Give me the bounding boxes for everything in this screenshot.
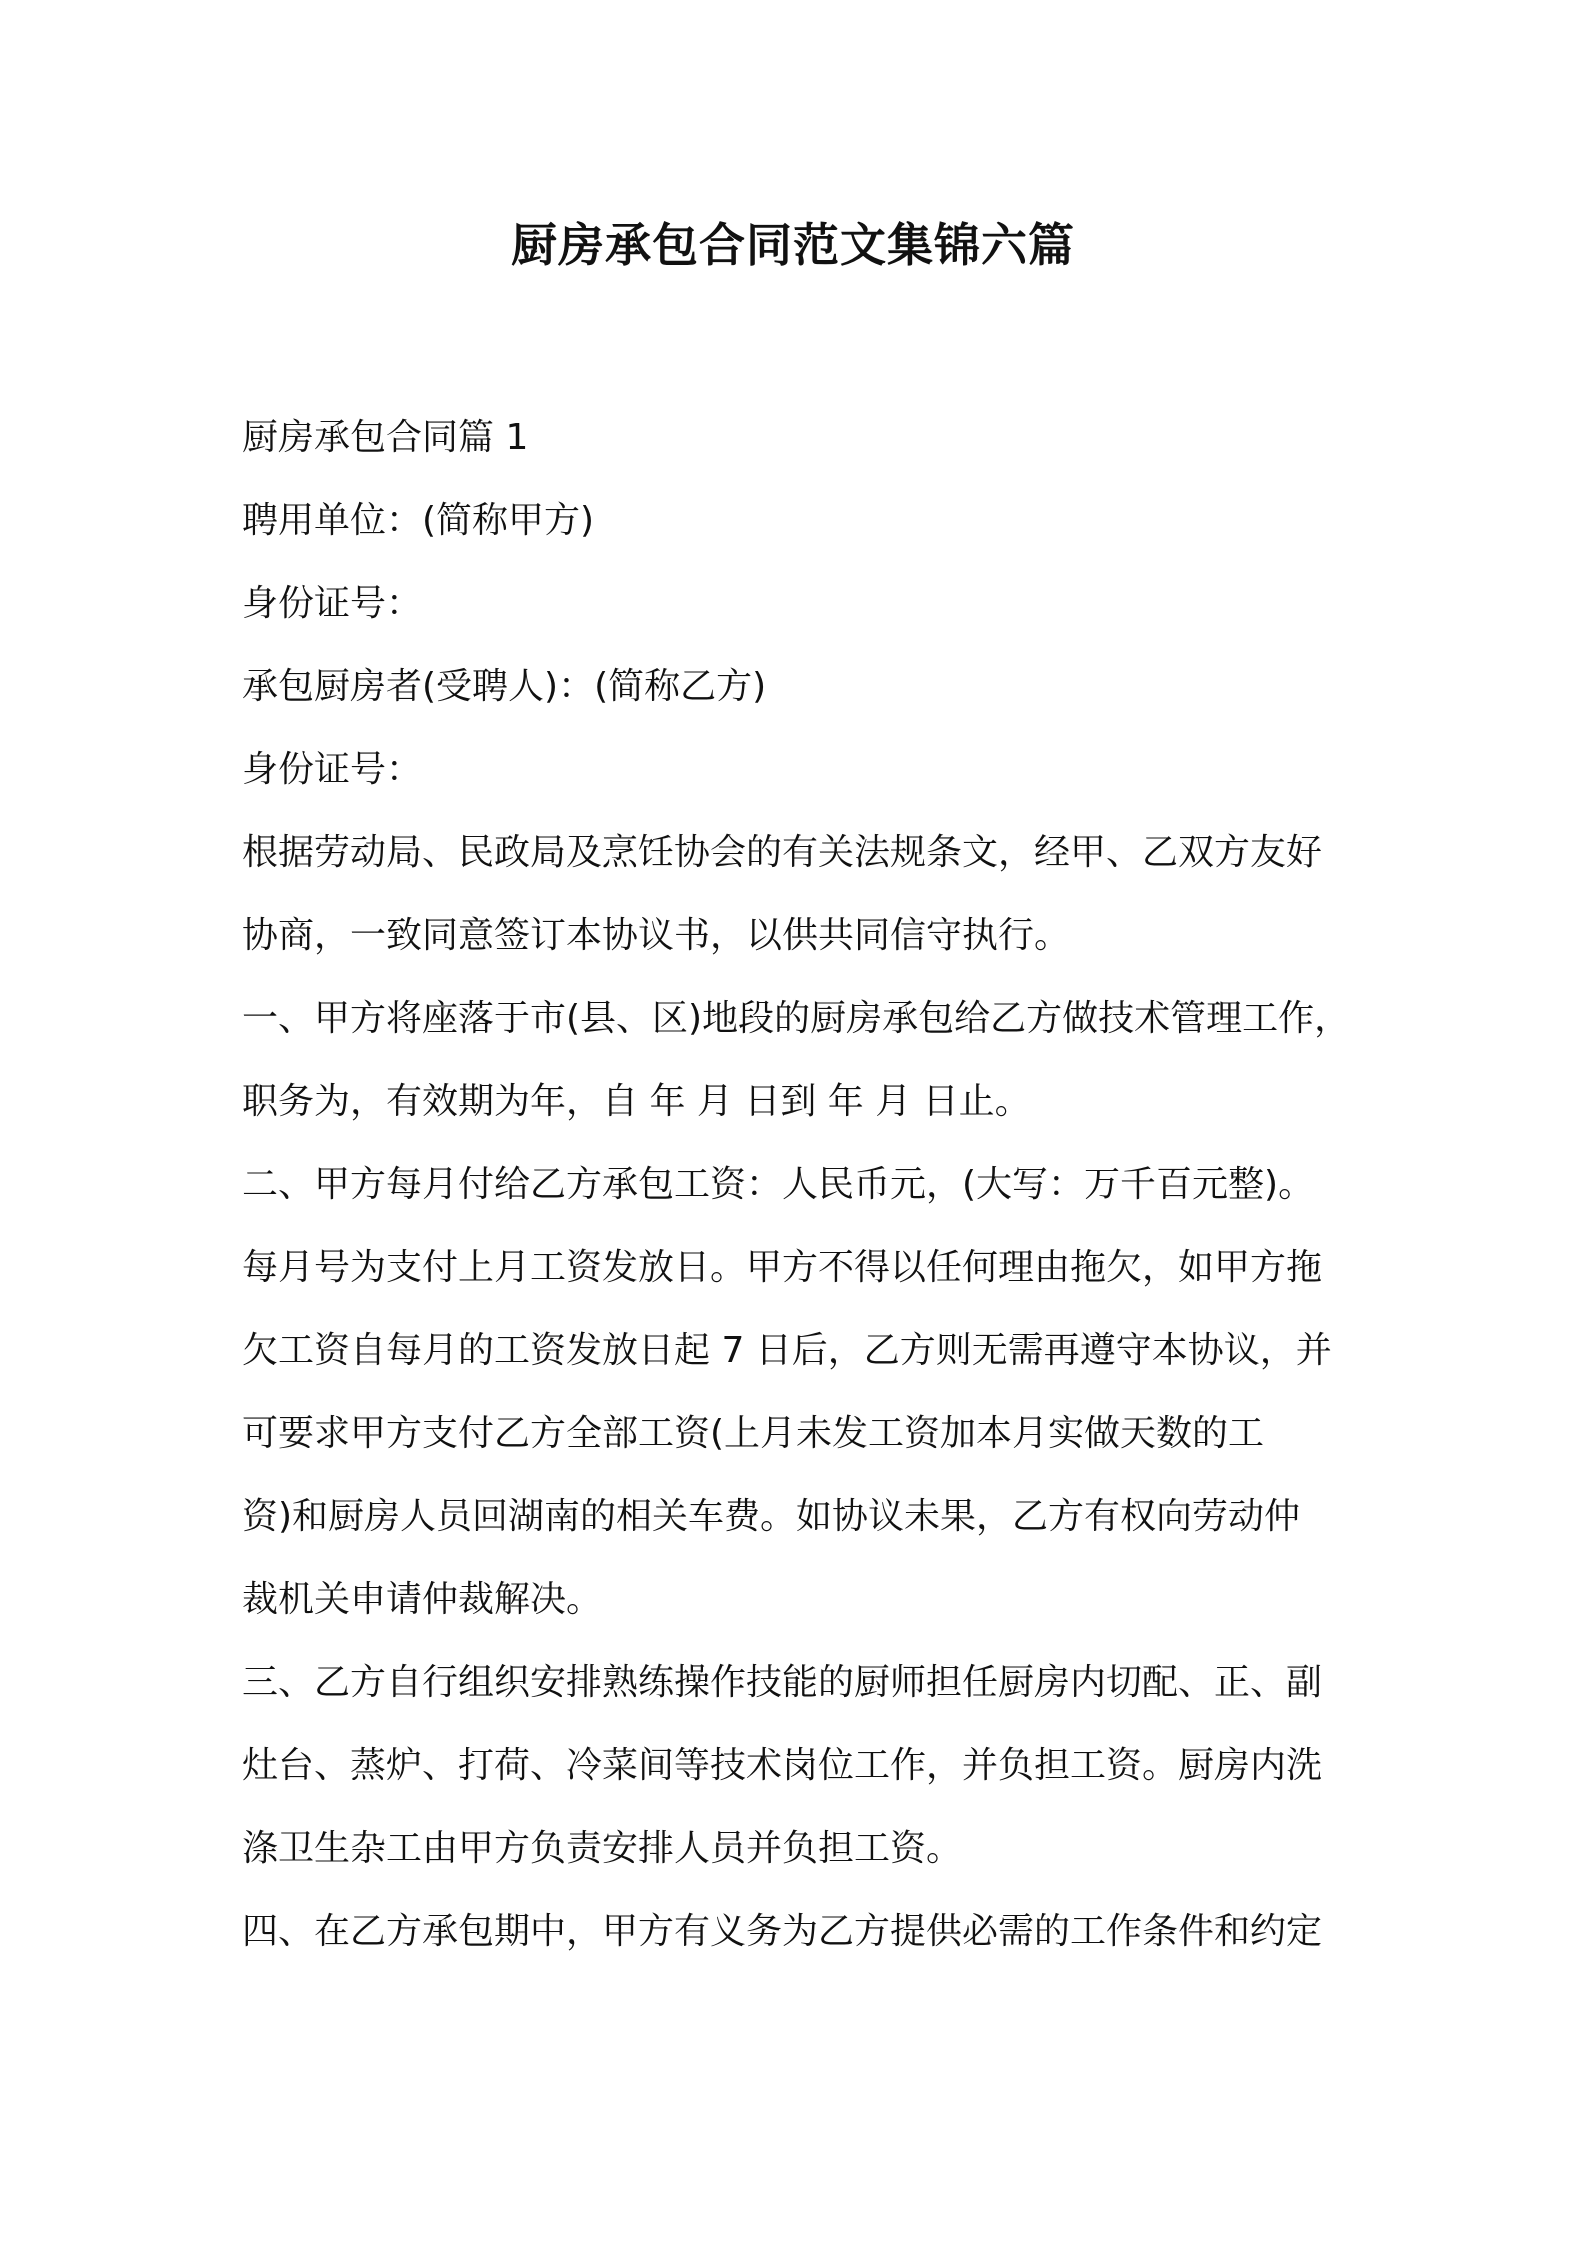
paragraph-line: 二、甲方每月付给乙方承包工资：人民币元，(大写：万千百元整)。 [242, 1164, 1315, 1205]
paragraph-line: 三、乙方自行组织安排熟练操作技能的厨师担任厨房内切配、正、副 [242, 1662, 1323, 1703]
paragraph-line: 根据劳动局、民政局及烹饪协会的有关法规条文，经甲、乙双方友好 [242, 832, 1323, 873]
paragraph-line: 资)和厨房人员回湖南的相关车费。如协议未果，乙方有权向劳动仲 [242, 1496, 1301, 1537]
paragraph-line: 每月号为支付上月工资发放日。甲方不得以任何理由拖欠，如甲方拖 [242, 1247, 1323, 1288]
paragraph-line: 裁机关申请仲裁解决。 [242, 1579, 603, 1620]
paragraph-line: 可要求甲方支付乙方全部工资(上月未发工资加本月实做天数的工 [242, 1413, 1265, 1454]
contractor-line: 承包厨房者(受聘人)：(简称乙方) [242, 666, 767, 707]
paragraph-line: 灶台、蒸炉、打荷、冷菜间等技术岗位工作，并负担工资。厨房内洗 [242, 1745, 1323, 1786]
contractor-id-line: 身份证号： [242, 749, 423, 790]
paragraph-line: 一、甲方将座落于市(县、区)地段的厨房承包给乙方做技术管理工作， [242, 998, 1351, 1039]
employer-id-line: 身份证号： [242, 583, 423, 624]
paragraph-line: 涤卫生杂工由甲方负责安排人员并负担工资。 [242, 1828, 963, 1869]
paragraph-line: 欠工资自每月的工资发放日起 7 日后，乙方则无需再遵守本协议，并 [242, 1330, 1332, 1371]
paragraph-line: 四、在乙方承包期中，甲方有义务为乙方提供必需的工作条件和约定 [242, 1911, 1323, 1952]
employer-line: 聘用单位：(简称甲方) [242, 500, 595, 541]
paragraph-line: 协商，一致同意签订本协议书，以供共同信守执行。 [242, 915, 1071, 956]
document-title: 厨房承包合同范文集锦六篇 [511, 218, 1075, 272]
section-heading: 厨房承包合同篇 1 [242, 417, 529, 458]
paragraph-line: 职务为，有效期为年，自 年 月 日到 年 月 日止。 [242, 1081, 1031, 1122]
